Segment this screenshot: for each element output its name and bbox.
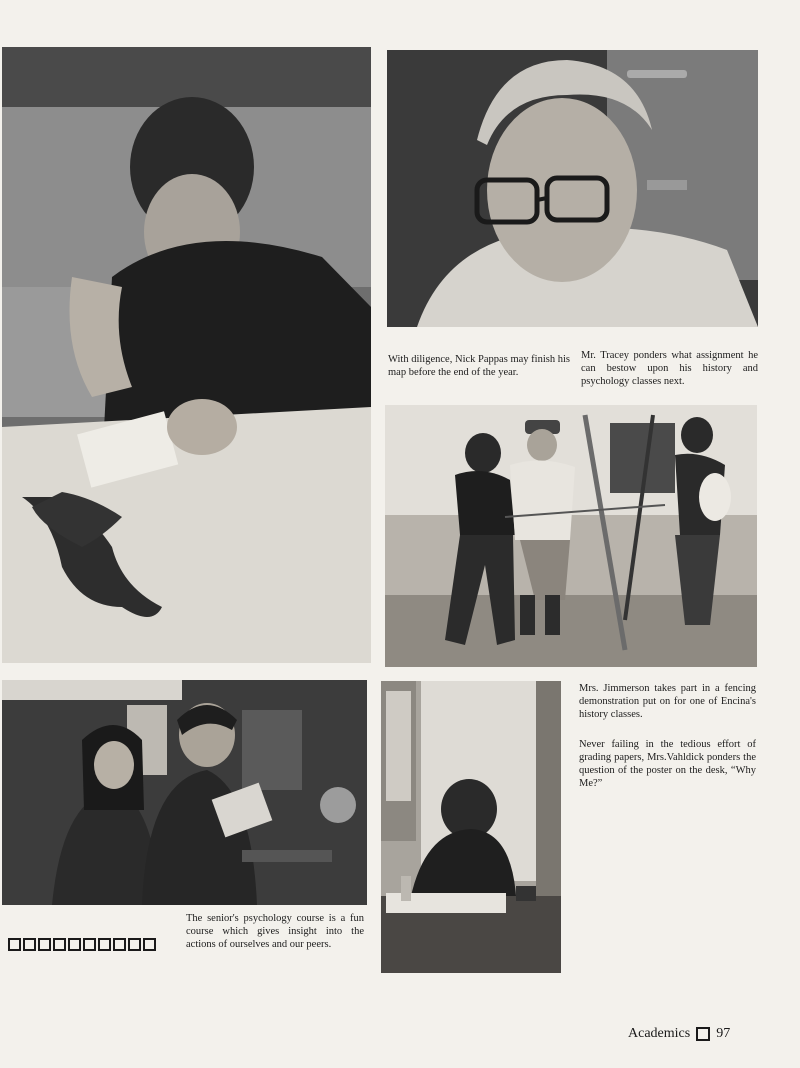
photo-fencing-demonstration (385, 405, 757, 667)
decorative-box (113, 938, 126, 951)
page-folio (628, 1026, 730, 1042)
decorative-box (38, 938, 51, 951)
decorative-box (128, 938, 141, 951)
decorative-box (143, 938, 156, 951)
decorative-box (98, 938, 111, 951)
caption-pappas: With diligence, Nick Pappas may finish his map before the end of the year. (388, 354, 570, 378)
decorative-box (23, 938, 36, 951)
caption-vahldick: Never failing in the tedious effort of grading papers, Mrs.Vahldick ponders the question of the poster on the desk, “Why Me?” (579, 739, 756, 789)
photo-mrs-vahldick-grading-image (381, 681, 561, 973)
photo-fencing-demonstration-image (385, 405, 757, 667)
decorative-box (53, 938, 66, 951)
decorative-box (8, 938, 21, 951)
caption-jimmerson: Mrs. Jimmerson takes part in a fencing demonstration put on for one of Encina's history classes. (579, 683, 756, 720)
caption-psychology: The senior's psychology course is a fun course which gives insight into the actions of ourselves and our peers. (186, 913, 364, 950)
photo-student-drawing-map (2, 47, 371, 663)
photo-mr-tracey-image (387, 50, 758, 327)
photo-student-drawing-map-image (2, 47, 371, 663)
page-number: 97 (716, 1026, 731, 1041)
decorative-box (68, 938, 81, 951)
decorative-box-row (8, 938, 156, 951)
footer-section-label: Academics (628, 1026, 691, 1041)
caption-tracey: Mr. Tracey ponders what assignment he can bestow upon his history and psychology classes next. (581, 350, 758, 387)
photo-psychology-students-image (2, 680, 367, 905)
photo-mrs-vahldick-grading (381, 681, 561, 973)
decorative-box (83, 938, 96, 951)
photo-mr-tracey (387, 50, 758, 327)
footer-box (696, 1027, 710, 1041)
photo-psychology-students (2, 680, 367, 905)
